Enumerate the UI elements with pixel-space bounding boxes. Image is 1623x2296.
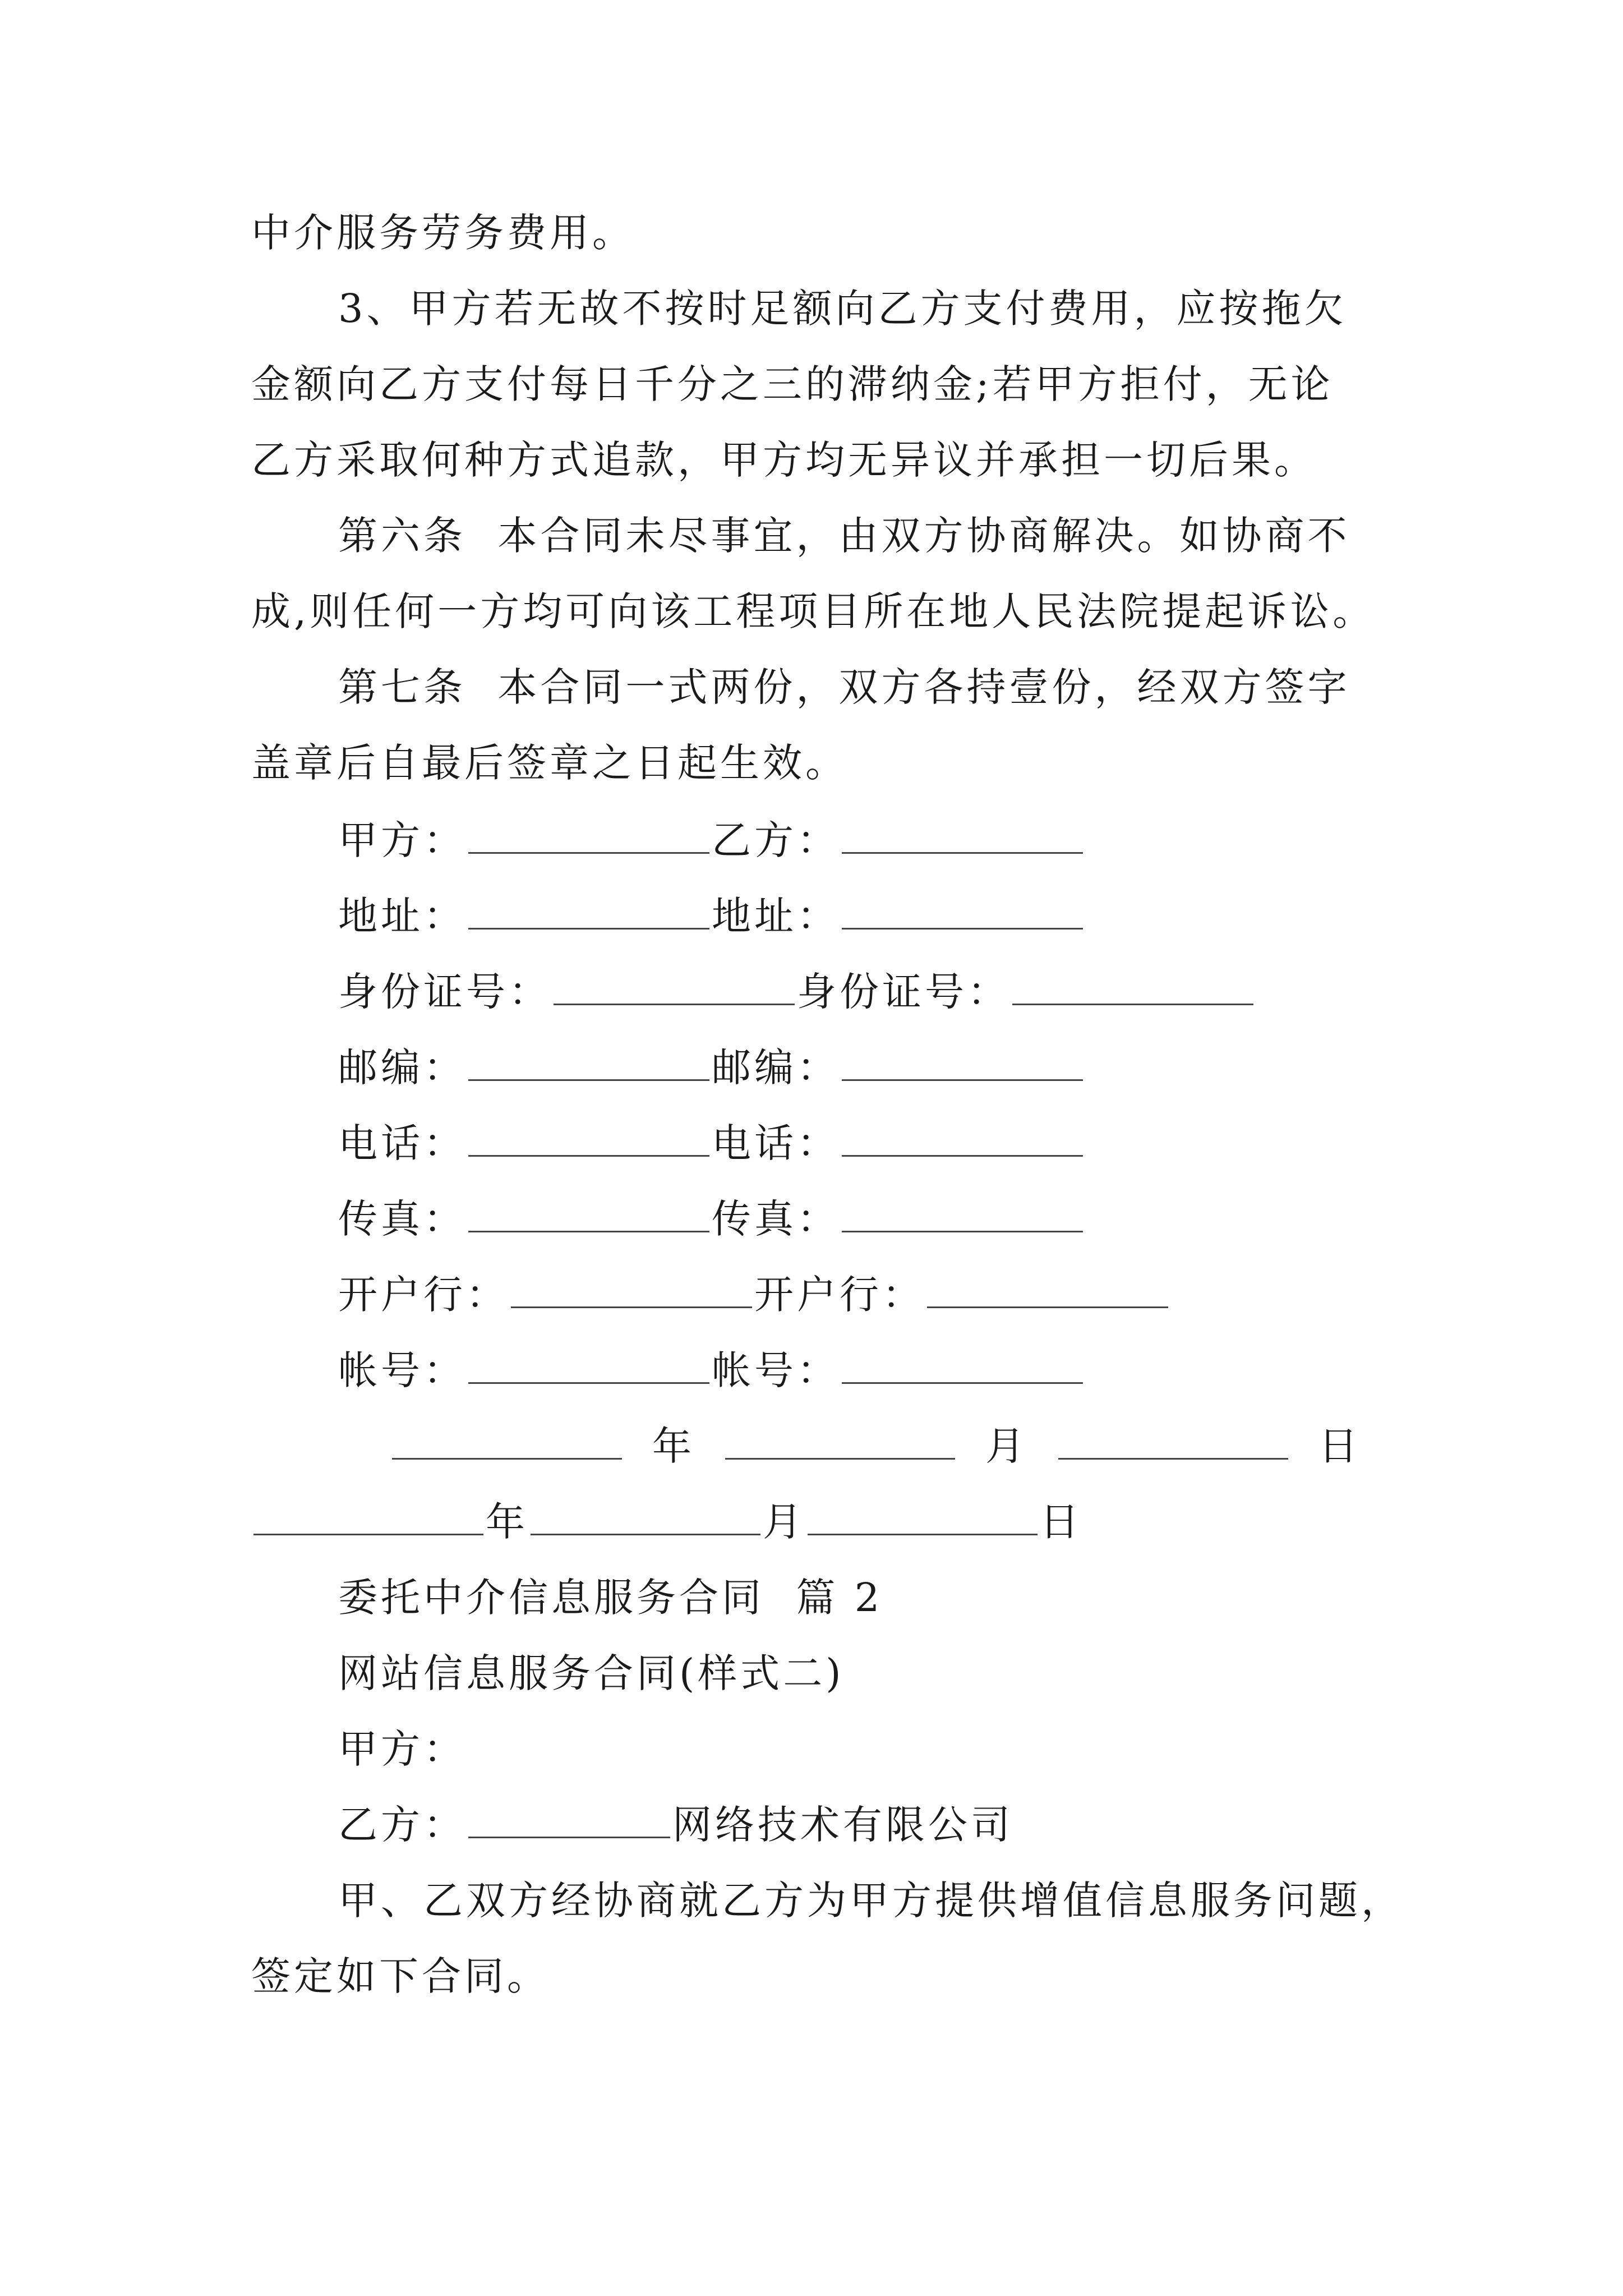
date-b-day-blank[interactable]	[808, 1499, 1038, 1535]
account-b-label: 帐号：	[712, 1347, 840, 1393]
fax-a-label: 传真：	[338, 1196, 466, 1242]
paragraph-line: 甲、乙双方经协商就乙方为甲方提供增值信息服务问题，	[338, 1878, 1404, 1924]
field-row-fax	[338, 1191, 1085, 1247]
date-a-day-blank[interactable]	[1058, 1423, 1288, 1460]
address-b-blank[interactable]	[842, 893, 1083, 930]
fax-b-blank[interactable]	[842, 1196, 1083, 1232]
paragraph-line: 乙方采取何种方式追款，甲方均无异议并承担一切后果。	[251, 437, 1317, 483]
date-b-year-label: 年	[486, 1499, 528, 1545]
field-row-postcode	[338, 1039, 1085, 1096]
id-b-label: 身份证号：	[797, 969, 1010, 1015]
party-b-blank[interactable]	[842, 817, 1083, 854]
paragraph-line: 盖章后自最后签章之日起生效。	[251, 740, 848, 786]
s2-party-a-label: 甲方：	[338, 1726, 466, 1772]
date-b-month-blank[interactable]	[531, 1499, 760, 1535]
paragraph-line: 成,则任何一方均可向该工程项目所在地人民法院提起诉讼。	[251, 588, 1376, 634]
date-b-month-label: 月	[763, 1499, 805, 1545]
party-a-blank[interactable]	[468, 817, 709, 854]
date-line-a	[390, 1418, 1361, 1474]
account-a-label: 帐号：	[338, 1347, 466, 1393]
paragraph-line: 签定如下合同。	[251, 1953, 550, 1999]
date-line-b	[251, 1494, 1082, 1550]
postcode-b-blank[interactable]	[842, 1045, 1083, 1081]
party-b-label: 乙方：	[712, 817, 840, 863]
date-a-month-label: 月	[985, 1423, 1028, 1469]
address-b-label: 地址：	[712, 893, 840, 939]
id-a-label: 身份证号：	[338, 969, 551, 1015]
field-row-party	[338, 812, 1085, 868]
party-a-label: 甲方：	[338, 817, 466, 863]
date-a-year-label: 年	[652, 1423, 695, 1469]
field-row-phone	[338, 1115, 1085, 1171]
article-6-line: 第六条 本合同未尽事宜，由双方协商解决。如协商不	[338, 513, 1350, 559]
address-a-label: 地址：	[338, 893, 466, 939]
id-b-blank[interactable]	[1012, 969, 1253, 1005]
account-b-blank[interactable]	[842, 1347, 1083, 1384]
s2-party-b-blank[interactable]	[468, 1802, 670, 1838]
paragraph-line: 中介服务劳务费用。	[251, 210, 635, 256]
field-row-id	[338, 964, 1256, 1020]
fax-a-blank[interactable]	[468, 1196, 709, 1232]
phone-b-label: 电话：	[712, 1120, 840, 1166]
fax-b-label: 传真：	[712, 1196, 840, 1242]
date-a-day-label: 日	[1318, 1423, 1361, 1469]
bank-b-blank[interactable]	[927, 1272, 1168, 1308]
account-a-blank[interactable]	[468, 1347, 709, 1384]
phone-a-blank[interactable]	[468, 1120, 709, 1157]
bank-a-label: 开户行：	[338, 1272, 509, 1318]
date-a-year-blank[interactable]	[392, 1423, 622, 1460]
date-b-day-label: 日	[1040, 1499, 1082, 1545]
field-row-bank	[338, 1267, 1170, 1323]
date-a-month-blank[interactable]	[725, 1423, 955, 1460]
address-a-blank[interactable]	[468, 893, 709, 930]
article-7-line: 第七条 本合同一式两份，双方各持壹份，经双方签字	[338, 664, 1350, 710]
date-b-year-blank[interactable]	[253, 1499, 483, 1535]
s2-party-b-suffix: 网络技术有限公司	[672, 1802, 1013, 1848]
s2-party-b-label: 乙方：	[338, 1802, 466, 1848]
section-2-subtitle: 网站信息服务合同(样式二)	[338, 1650, 845, 1696]
bank-b-label: 开户行：	[754, 1272, 925, 1318]
field-row-account	[338, 1342, 1085, 1398]
phone-b-blank[interactable]	[842, 1120, 1083, 1157]
paragraph-line: 3、甲方若无故不按时足额向乙方支付费用，应按拖欠	[338, 286, 1347, 332]
paragraph-line: 金额向乙方支付每日千分之三的滞纳金;若甲方拒付，无论	[251, 361, 1334, 407]
section-2-title: 委托中介信息服务合同 篇 2	[338, 1575, 883, 1621]
postcode-a-blank[interactable]	[468, 1045, 709, 1081]
bank-a-blank[interactable]	[511, 1272, 752, 1308]
phone-a-label: 电话：	[338, 1120, 466, 1166]
postcode-a-label: 邮编：	[338, 1045, 466, 1091]
s2-party-b-row	[338, 1797, 1013, 1853]
postcode-b-label: 邮编：	[712, 1045, 840, 1091]
field-row-address	[338, 888, 1085, 944]
id-a-blank[interactable]	[554, 969, 795, 1005]
